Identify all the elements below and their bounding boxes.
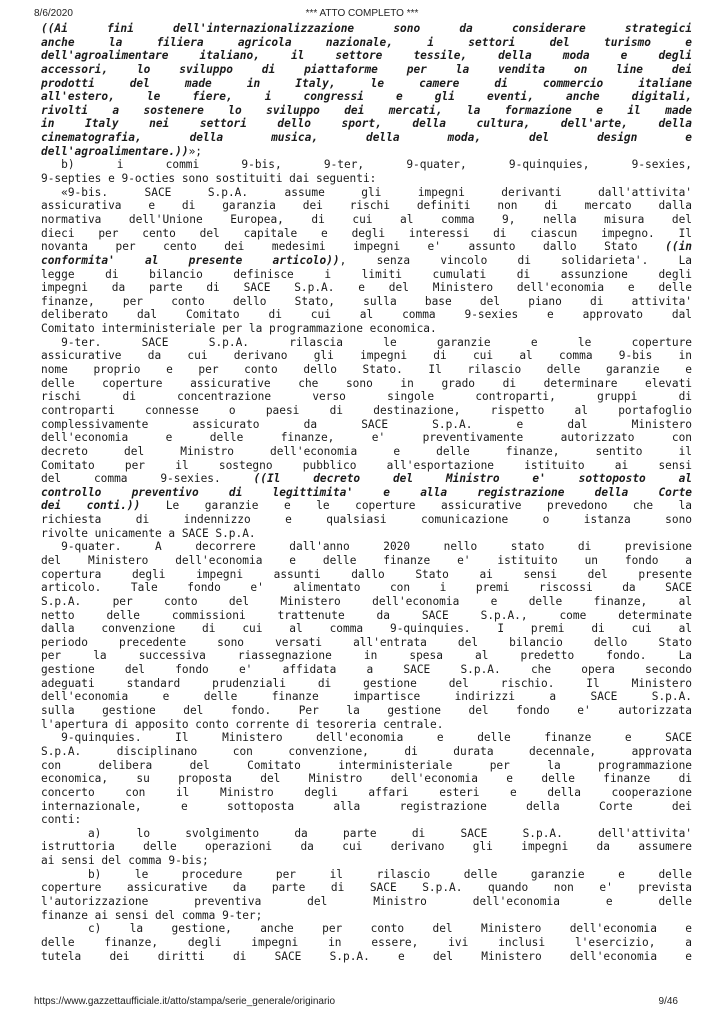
text-line [41,759,692,773]
text-line [41,49,692,63]
text-segment: 9-quater. A decorrere dall'anno 2020 nello stato di previsione [61,540,692,554]
text-line [41,922,692,936]
text-line [41,649,692,663]
print-date: 8/6/2020 [34,8,73,19]
text-segment: delle coperture assicurative che sono in grado di determinare elevati [41,376,692,390]
text-line [41,786,692,800]
text-line [41,813,692,827]
text-segment: c) la gestione, anche per conto del Ministero dell'economia e [87,922,692,936]
text-segment: ai sensi del comma 9-bis; [41,854,209,868]
text-line [41,486,692,500]
text-line [41,281,692,295]
text-segment: , senza vincolo di solidarieta'. La [339,253,692,267]
text-line [41,909,692,923]
text-line [41,868,692,882]
emphasized-text: cinematografia, della musica, della moda, del design e [41,131,692,145]
emphasized-text: anche la filiera agricola nazionale, i settori del turismo e [41,35,692,49]
text-line [41,213,692,227]
text-segment: b) le procedure per il rilascio delle garanzie e delle [87,867,692,881]
text-segment: b) i commi 9-bis, 9-ter, 9-quater, 9-quinquies, 9-sexies, [61,158,692,172]
text-segment: assicurative da cui derivano gli impegni di cui al comma 9-bis in [41,349,692,363]
text-line [41,718,692,732]
text-segment: assicurativa e di garanzia dei rischi definiti non di mercato dalla [41,199,692,213]
document-title: *** ATTO COMPLETO *** [305,8,419,19]
text-line [41,895,692,909]
text-line [41,499,692,513]
text-line [41,349,692,363]
text-segment: a) lo svolgimento da parte di SACE S.p.A. dell'attivita' [87,826,692,840]
text-segment: economica, su proposta del Ministro dell'economia e delle finanze di [41,772,692,786]
emphasized-text: dei conti.)) [41,499,141,513]
text-line [41,459,692,473]
text-segment: Comitato interministeriale per la programmazione economica. [41,322,437,336]
text-line [41,363,692,377]
text-segment: legge di bilancio definisce i limiti cumulati di assunzione degli [41,267,692,281]
text-segment: rischi di concentrazione verso singole controparti, gruppi di [41,390,692,404]
text-segment: l'autorizzazione preventiva del Ministro dell'economia e delle [41,895,692,908]
text-segment: tutela dei diritti di SACE S.p.A. e del Ministero dell'economia e [41,949,692,963]
text-line [41,704,692,718]
text-line [41,36,692,50]
text-segment: copertura degli impegni assunti dallo Stato ai sensi del presente [41,567,692,581]
emphasized-text: dell'agroalimentare.)) [41,144,189,158]
text-segment: finanze, per conto dello Stato, sulla base del piano di attivita' [41,294,692,308]
text-line [41,117,692,131]
text-segment: deliberato dal Comitato di cui al comma 9-sexies e approvato dal [41,308,692,322]
text-segment: l'apertura di apposito conto corrente di tesoreria centrale. [41,717,444,731]
emphasized-text: prodotti del made in Italy, le camere di commercio italiane [41,76,692,90]
law-text-body [41,22,692,963]
text-segment: complessivamente assicurato da SACE S.p.A. e dal Ministero [41,417,692,431]
text-segment: internazionale, e sottoposta alla registrazione della Corte dei [41,799,692,813]
text-line [41,936,692,950]
text-line [41,404,692,418]
text-line [41,268,692,282]
text-segment: impegni da parte di SACE S.p.A. e del Ministero dell'economia e delle [41,281,692,295]
text-line [41,950,692,964]
text-line [41,445,692,459]
source-url[interactable]: https://www.gazzettaufficiale.it/atto/stampa/serie_generale/originario [34,996,336,1007]
text-segment: con delibera del Comitato interministeriale per la programmazione [41,758,692,772]
text-segment: controparti connesse o paesi di destinazione, rispetto al portafoglio [41,403,692,417]
text-segment: per la successiva riassegnazione in spesa al predetto fondo. La [41,649,692,663]
text-line [41,745,692,759]
text-line [41,609,692,623]
text-segment: «9-bis. SACE S.p.A. assume gli impegni derivanti dall'attivita' [61,185,692,199]
text-segment: nome proprio e per conto dello Stato. Il rilascio delle garanzie e [41,363,692,377]
text-segment: adeguati standard prudenziali di gestione del rischio. Il Ministero [41,676,692,690]
text-segment: conti: [41,813,82,827]
emphasized-text: ((in [665,240,692,254]
text-line [41,840,692,854]
text-line [41,854,692,868]
text-line [41,227,692,241]
text-line [41,636,692,650]
text-line [41,881,692,895]
text-segment: dell'economia e delle finanze, e' preventivamente autorizzato con [41,431,692,445]
text-line [41,90,692,104]
text-segment: periodo precedente sono versati all'entrata del bilancio dello Stato [41,635,692,649]
text-segment: rivolte unicamente a SACE S.p.A. [41,526,256,540]
emphasized-text: accessori, lo sviluppo di piattaforme per la vendita on line dei [41,62,692,76]
text-line [41,418,692,432]
text-segment: concerto con il Ministro degli affari esteri e della cooperazione [41,785,692,799]
text-line [41,527,692,541]
text-line [41,540,692,554]
text-segment: coperture assicurative da parte di SACE S.p.A. quando non e' prevista [41,881,692,895]
emphasized-text: conformita' al presente articolo)) [41,253,340,267]
text-segment: Le garanzie e le coperture assicurative prevedono che la [140,499,692,513]
text-line [41,131,692,145]
text-segment: finanze ai sensi del comma 9-ter; [41,908,263,922]
text-segment: 9-quinquies. Il Ministero dell'economia e delle finanze e SACE [61,731,692,745]
text-line [41,145,692,159]
text-line [41,595,692,609]
emphasized-text: all'estero, le fiere, i congressi e gli eventi, anche digitali, [41,90,692,104]
text-line [41,390,692,404]
text-line [41,336,692,350]
text-line [41,322,692,336]
text-line [41,677,692,691]
text-line [41,377,692,391]
text-line [41,63,692,77]
text-segment: »; [188,144,202,158]
text-segment: 9-ter. SACE S.p.A. rilascia le garanzie e le coperture [61,335,692,349]
text-line [41,431,692,445]
text-segment: gestione del fondo e' affidata a SACE S.p.A. che opera secondo [41,663,692,677]
text-line [41,663,692,677]
text-segment: istruttoria delle operazioni da cui derivano gli impegni da assumere [41,840,692,854]
text-segment: Comitato per il sostegno pubblico all'esportazione istituito ai sensi [41,458,692,472]
text-line [41,581,692,595]
text-line [41,690,692,704]
emphasized-text: ((Ai fini dell'internazionalizzazione sono da considerare strategici [41,22,692,35]
text-line [41,186,692,200]
text-line [41,295,692,309]
text-segment: dell'economia e delle finanze impartisce indirizzi a SACE S.p.A. [41,690,692,704]
text-segment: delle finanze, degli impegni in essere, ivi inclusi l'esercizio, a [41,935,692,949]
text-segment: dalla convenzione di cui al comma 9-quinquies. I premi di cui al [41,622,692,636]
text-line [41,254,692,268]
text-segment: sulla gestione del fondo. Per la gestione del fondo e' autorizzata [41,704,692,718]
text-segment: dieci per cento del capitale e degli interessi di ciascun impegno. Il [41,226,692,240]
text-line [41,199,692,213]
text-line [41,158,692,172]
text-line [41,827,692,841]
text-segment: novanta per cento dei medesimi impegni e' assunto dallo Stato [41,240,666,254]
text-line [41,22,692,36]
text-line [41,731,692,745]
text-line [41,240,692,254]
text-line [41,772,692,786]
text-line [41,172,692,186]
emphasized-text: dell'agroalimentare italiano, il settore tessile, della moda e degli [41,49,692,63]
text-segment: S.p.A. disciplinano con convenzione, di durata decennale, approvata [41,744,692,758]
emphasized-text: controllo preventivo di legittimita' e alla registrazione della Corte [41,485,692,499]
text-segment: del comma 9-sexies. [41,472,254,486]
text-segment: richiesta di indennizzo e qualsiasi comunicazione o istanza sono [41,513,692,527]
text-line [41,622,692,636]
text-line [41,308,692,322]
text-segment: del Ministero dell'economia e delle finanze e' istituito un fondo a [41,553,692,567]
text-line [41,800,692,814]
text-line [41,568,692,582]
text-line [41,77,692,91]
emphasized-text: ((Il decreto del Ministro e' sottoposto al [253,472,692,486]
text-line [41,513,692,527]
text-segment: 9-septies e 9-octies sono sostituiti dai seguenti: [41,172,377,186]
page-number: 9/46 [658,996,678,1007]
emphasized-text: rivolti a sostenere lo sviluppo dei mercati, la formazione e il made [41,103,692,117]
text-segment: netto delle commissioni trattenute da SACE S.p.A., come determinate [41,608,692,622]
text-line [41,554,692,568]
text-segment: articolo. Tale fondo e' alimentato con i premi riscossi da SACE [41,581,692,595]
emphasized-text: in Italy nei settori dello sport, della cultura, dell'arte, della [41,117,692,131]
text-segment: S.p.A. per conto del Ministero dell'economia e delle finanze, al [41,594,692,608]
text-segment: normativa dell'Unione Europea, di cui al comma 9, nella misura del [41,212,692,226]
text-line [41,472,692,486]
text-segment: decreto del Ministro dell'economia e delle finanze, sentito il [41,444,692,458]
text-line [41,104,692,118]
